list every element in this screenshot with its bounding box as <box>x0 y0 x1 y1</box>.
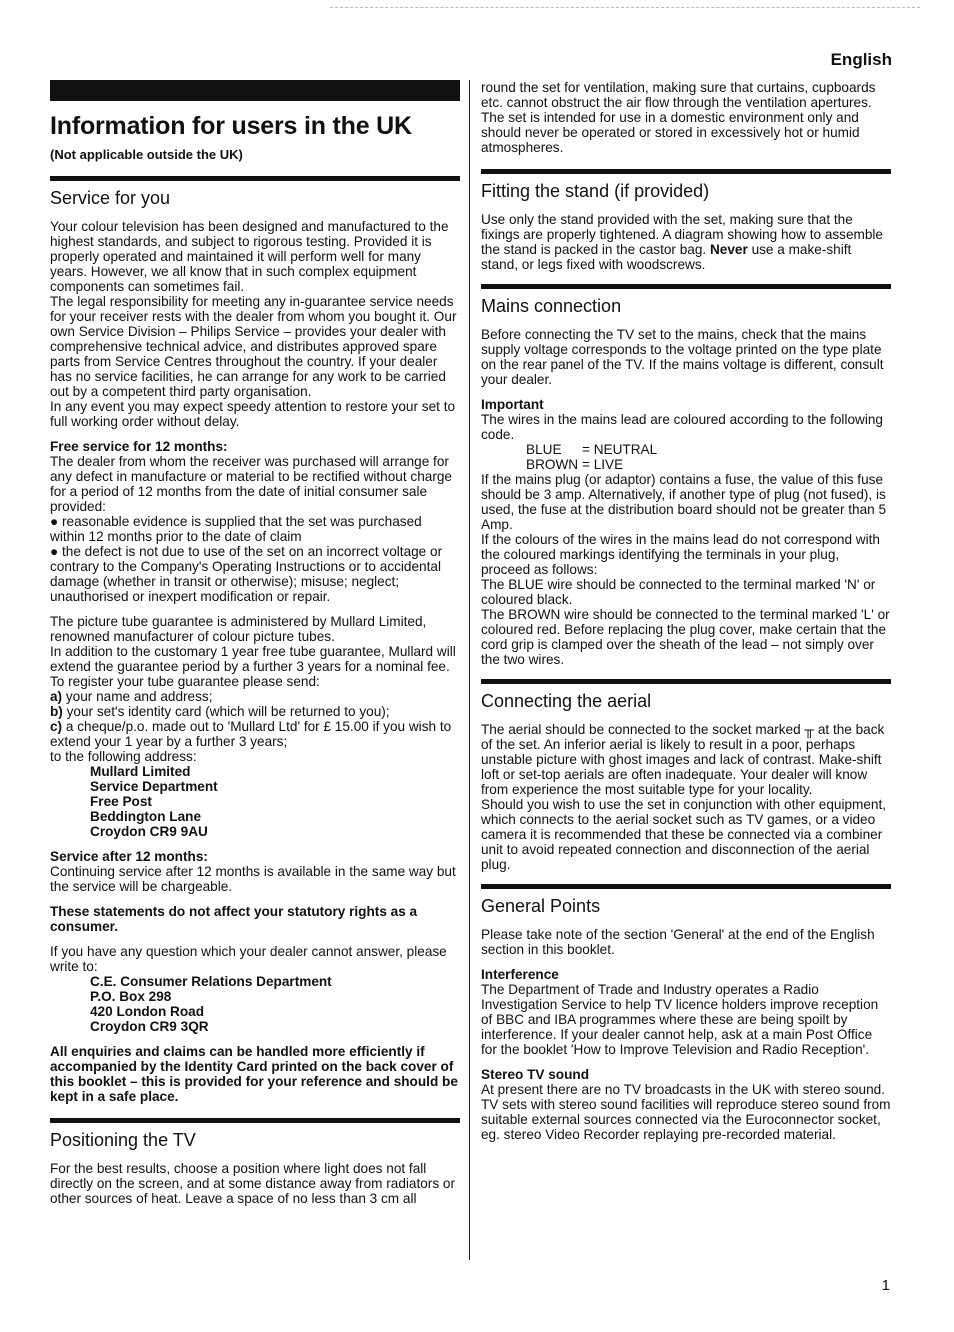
paragraph: If the colours of the wires in the mains lead do not correspond with the coloured markings identifying the terminals in your plug, proceed as follows: <box>481 532 880 577</box>
bullet-item: ● reasonable evidence is supplied that the set was purchased within 12 months prior to the date of claim <box>50 514 422 544</box>
address-line: P.O. Box 298 <box>90 989 172 1004</box>
paragraph: round the set for ventilation, making sure that curtains, cupboards etc. cannot obstruct the air flow through the ventilation apertures. <box>481 80 876 110</box>
section-heading-mains: Mains connection <box>481 296 622 316</box>
section-heading-positioning: Positioning the TV <box>50 1130 196 1150</box>
address-line: 420 London Road <box>90 1004 205 1019</box>
paragraph: Before connecting the TV set to the mains, check that the mains supply voltage corresponds to the voltage printed on the type plate on the rear panel of the TV. If the mains voltage is different, consult your dealer. <box>481 327 884 387</box>
section-heading-aerial: Connecting the aerial <box>481 691 652 711</box>
subheading-interference: Interference <box>481 967 559 982</box>
bullet-item: ● the defect is not due to use of the set on an incorrect voltage or contrary to the Company's Operating Instructions or to accidental damage (whether in transit or otherwise); misuse; neglect; unauthorised or inexpert modification or repair. <box>50 544 443 604</box>
address-line: Croydon CR9 3QR <box>90 1019 209 1034</box>
address-line: Mullard Limited <box>90 764 191 779</box>
mullard-address <box>50 764 460 839</box>
language-label: English <box>830 50 892 69</box>
section-stand <box>481 169 891 272</box>
scan-artifact-line <box>330 7 920 8</box>
paragraph: The picture tube guarantee is administered by Mullard Limited, renowned manufacturer of colour picture tubes. <box>50 614 427 644</box>
paragraph: If you have any question which your dealer cannot answer, please write to: <box>50 944 447 974</box>
paragraph: Your colour television has been designed and manufactured to the highest standards, and subject to rigorous testing. Provided it is properly operated and maintained it will perform well for many years. However, we all know that in such complex equipment components can sometimes fail. <box>50 219 449 294</box>
section-positioning <box>50 1118 460 1206</box>
section-aerial <box>481 679 891 872</box>
address-line: Beddington Lane <box>90 809 202 824</box>
list-item: b) your set's identity card (which will be returned to you); <box>50 704 390 719</box>
wire-colour-code <box>481 442 891 472</box>
paragraph: For the best results, choose a position where light does not fall directly on the screen, and at some distance away from radiators or other sources of heat. Leave a space of no less than 3 cm all <box>50 1161 455 1206</box>
paragraph: Please take note of the section 'General' at the end of the English section in this booklet. <box>481 927 875 957</box>
subheading-stereo: Stereo TV sound <box>481 1067 590 1082</box>
paragraph: At present there are no TV broadcasts in the UK with stereo sound. TV sets with stereo sound facilities will reproduce stereo sound from suitable external sources connected via the Euroconnector socket, eg. stereo Video Recorder replaying pre-recorded material. <box>481 1082 891 1142</box>
address-line: C.E. Consumer Relations Department <box>90 974 332 989</box>
statutory-rights-note: These statements do not affect your statutory rights as a consumer. <box>50 904 418 934</box>
section-heading-general: General Points <box>481 896 601 916</box>
paragraph: In any event you may expect speedy attention to restore your set to full working order without delay. <box>50 399 456 429</box>
paragraph: If the mains plug (or adaptor) contains a fuse, the value of this fuse should be 3 amp. Alternatively, if another type of plug (not fused), is used, the fuse at the distribution board should not be greater than 5 Amp. <box>481 472 887 532</box>
subheading-important: Important <box>481 397 544 412</box>
paragraph: To register your tube guarantee please send: <box>50 674 320 689</box>
section-heading-stand: Fitting the stand (if provided) <box>481 181 710 201</box>
enquiries-note: All enquiries and claims can be handled more efficiently if accompanied by the Identity Card printed on the back cover of this booklet – this is provided for your reference and should be kept in a safe place. <box>50 1044 458 1104</box>
address-line: Service Department <box>90 779 218 794</box>
wire-code-row: BROWN = LIVE <box>526 457 624 472</box>
bullet-icon: ● <box>50 514 62 529</box>
paragraph: Should you wish to use the set in conjunction with other equipment, which connects to the aerial socket such as TV games, or a video camera it is recommended that these be connected via a combiner unit to avoid repeated connection and disconnection of the aerial plug. <box>481 797 887 872</box>
list-item: c) a cheque/p.o. made out to 'Mullard Ltd' for £ 15.00 if you wish to extend your 1 year by a further 3 years; <box>50 719 452 749</box>
left-column <box>50 80 460 1206</box>
subheading-free-service: Free service for 12 months: <box>50 439 228 454</box>
page-subtitle: (Not applicable outside the UK) <box>50 147 243 162</box>
ce-address <box>50 974 460 1034</box>
paragraph: The BLUE wire should be connected to the terminal marked 'N' or coloured black. <box>481 577 876 607</box>
page-title: Information for users in the UK <box>50 112 412 140</box>
paragraph: The legal responsibility for meeting any in-guarantee service needs for your receiver rests with the dealer from whom you bought it. Our own Service Division – Philips Service – provides your dealer with comprehensive technical advice, and distributes approved spare parts from Service Centres throughout the country. If your dealer has no service facilities, he can arrange for any work to be carried out by a competent third party organisation. <box>50 294 457 399</box>
paragraph: The BROWN wire should be connected to the terminal marked 'L' or coloured red. Before replacing the plug cover, make certain that the cord grip is clamped over the sheath of the lead – not simply over the two wires. <box>481 607 890 667</box>
wire-code-row: BLUE = NEUTRAL <box>526 442 658 457</box>
column-divider <box>469 80 470 1260</box>
address-line: Free Post <box>90 794 152 809</box>
subheading-after-service: Service after 12 months: <box>50 849 208 864</box>
section-heading-service: Service for you <box>50 188 171 208</box>
paragraph: Continuing service after 12 months is available in the same way but the service will be chargeable. <box>50 864 456 894</box>
paragraph: The set is intended for use in a domestic environment only and should never be operated or stored in excessively hot or humid atmospheres. <box>481 110 860 155</box>
section-general <box>481 884 891 1142</box>
right-column <box>481 80 891 1142</box>
paragraph: In addition to the customary 1 year free tube guarantee, Mullard will extend the guarantee period by a further 3 years for a nominal fee. <box>50 644 456 674</box>
bullet-icon: ● <box>50 544 62 559</box>
paragraph: The dealer from whom the receiver was purchased will arrange for any defect in manufacture or material to be rectified without charge for a period of 12 months from the date of initial consumer sale provided: <box>50 454 452 514</box>
paragraph: Use only the stand provided with the set, making sure that the fixings are properly tightened. A diagram showing how to assemble the stand is packed in the castor bag. Never use a make-shift stand, or legs fixed with woodscrews. <box>481 212 883 272</box>
paragraph: The aerial should be connected to the socket marked ╥ at the back of the set. An inferior aerial is likely to result in a poor, perhaps unstable picture with ghost images and lack of contrast. Make-shift loft or set-top aerials are often inadequate. Your dealer will know from experience the most suitable type for your locality. <box>481 722 885 797</box>
list-item: a) your name and address; <box>50 689 213 704</box>
section-service <box>50 176 460 1104</box>
address-line: Croydon CR9 9AU <box>90 824 208 839</box>
paragraph: The Department of Trade and Industry operates a Radio Investigation Service to help TV licence holders improve reception of BBC and IBA programmes where these are being spoilt by interference. If your dealer cannot help, ask at a main Post Office for the booklet 'How to Improve Television and Radio Reception'. <box>481 982 879 1057</box>
section-mains <box>481 284 891 667</box>
title-bar <box>50 80 460 101</box>
page-number: 1 <box>881 1277 890 1294</box>
paragraph: The wires in the mains lead are coloured according to the following code. <box>481 412 883 442</box>
paragraph: to the following address: <box>50 749 197 764</box>
